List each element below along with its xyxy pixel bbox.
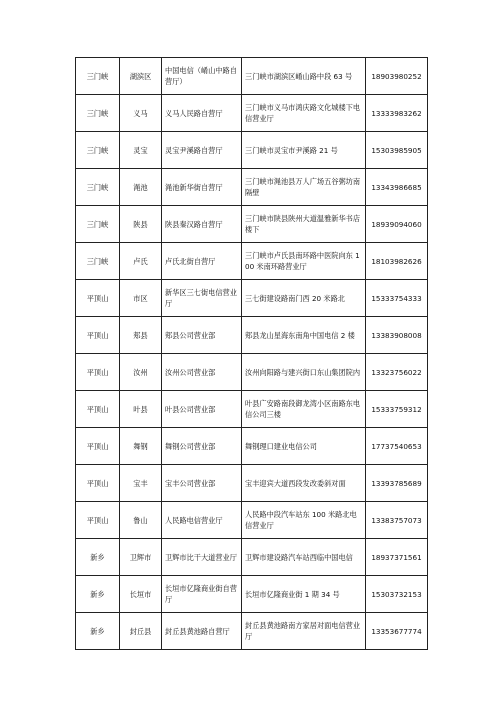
cell-address: 三门峡市义马市鸿庆路文化城楼下电信营业厅 [242,95,366,132]
cell-address: 三门峡市陕县陕州大道温雅新华书店楼下 [242,206,366,243]
cell-phone: 17737540653 [366,428,428,465]
cell-phone: 15303732153 [366,576,428,613]
cell-district: 市区 [120,280,162,317]
cell-hall-name: 长垣市亿隆商业街自营厅 [162,576,242,613]
cell-hall-name: 陕县秦汉路自营厅 [162,206,242,243]
cell-city: 平顶山 [76,428,120,465]
cell-address: 封丘县黄池路南方家居对面电信营业厅 [242,613,366,650]
cell-city: 三门峡 [76,243,120,280]
cell-address: 舞钢理口建业电信公司 [242,428,366,465]
table-row [76,502,428,539]
cell-city: 新乡 [76,613,120,650]
cell-city: 平顶山 [76,354,120,391]
cell-address: 三门峡市卢氏县南环路中医院向东 100 米南环路营业厅 [242,243,366,280]
table-row [76,317,428,354]
cell-phone: 13353677774 [366,613,428,650]
table-body [76,58,428,650]
cell-city: 三门峡 [76,58,120,95]
table-row [76,613,428,650]
cell-phone: 13393785689 [366,465,428,502]
cell-hall-name: 灵宝尹溪路自营厅 [162,132,242,169]
cell-district: 灵宝 [120,132,162,169]
cell-address: 长垣市亿隆商业街 1 期 34 号 [242,576,366,613]
cell-hall-name: 叶县公司营业部 [162,391,242,428]
cell-address: 汝州向阳路与建兴街口东山集团院内 [242,354,366,391]
table-row [76,539,428,576]
table-row [76,391,428,428]
table-row [76,132,428,169]
cell-phone: 13333983262 [366,95,428,132]
cell-hall-name: 汝州公司营业部 [162,354,242,391]
cell-city: 三门峡 [76,169,120,206]
cell-address: 郏县龙山星海东南角中国电信 2 楼 [242,317,366,354]
cell-district: 义马 [120,95,162,132]
cell-phone: 18937371561 [366,539,428,576]
cell-district: 渑池 [120,169,162,206]
cell-district: 汝州 [120,354,162,391]
cell-phone: 18903980252 [366,58,428,95]
cell-district: 长垣市 [120,576,162,613]
cell-phone: 13383757073 [366,502,428,539]
cell-district: 卢氏 [120,243,162,280]
cell-hall-name: 义马人民路自营厅 [162,95,242,132]
cell-hall-name: 卫辉市比干大道营业厅 [162,539,242,576]
cell-city: 三门峡 [76,95,120,132]
cell-district: 陕县 [120,206,162,243]
cell-district: 鲁山 [120,502,162,539]
cell-phone: 15333759312 [366,391,428,428]
cell-district: 湖滨区 [120,58,162,95]
table-row [76,95,428,132]
cell-address: 叶县广安路南段御龙湾小区南路东电信公司三楼 [242,391,366,428]
cell-hall-name: 渑池新华街自营厅 [162,169,242,206]
cell-hall-name: 舞钢公司营业部 [162,428,242,465]
cell-district: 叶县 [120,391,162,428]
cell-city: 三门峡 [76,132,120,169]
table-row [76,280,428,317]
table-row [76,58,428,95]
table-row [76,576,428,613]
cell-city: 新乡 [76,539,120,576]
cell-city: 平顶山 [76,391,120,428]
cell-city: 平顶山 [76,280,120,317]
cell-district: 宝丰 [120,465,162,502]
service-hall-table [75,57,428,650]
cell-district: 舞钢 [120,428,162,465]
cell-phone: 13383908008 [366,317,428,354]
table-row [76,465,428,502]
cell-hall-name: 中国电信（崤山中路自营厅） [162,58,242,95]
cell-address: 三七街建设路南门西 20 米路北 [242,280,366,317]
cell-phone: 18103982626 [366,243,428,280]
cell-city: 平顶山 [76,502,120,539]
cell-district: 封丘县 [120,613,162,650]
cell-phone: 13343986685 [366,169,428,206]
table-row [76,354,428,391]
cell-city: 三门峡 [76,206,120,243]
table-row [76,206,428,243]
cell-phone: 18939094060 [366,206,428,243]
table-row [76,169,428,206]
cell-district: 郏县 [120,317,162,354]
cell-hall-name: 新华区三七街电信营业厅 [162,280,242,317]
cell-address: 宝丰迎宾大道西段发改委斜对面 [242,465,366,502]
cell-phone: 15303985905 [366,132,428,169]
cell-city: 新乡 [76,576,120,613]
cell-address: 三门峡市湖滨区崤山路中段 63 号 [242,58,366,95]
cell-address: 三门峡市灵宝市尹溪路 21 号 [242,132,366,169]
cell-address: 三门峡市渑池县万人广场五谷粥坊南隔壁 [242,169,366,206]
cell-city: 平顶山 [76,317,120,354]
cell-hall-name: 人民路电信营业厅 [162,502,242,539]
cell-hall-name: 卢氏北街自营厅 [162,243,242,280]
cell-address: 卫辉市建设路汽车站西临中国电信 [242,539,366,576]
cell-district: 卫辉市 [120,539,162,576]
cell-hall-name: 宝丰公司营业部 [162,465,242,502]
cell-phone: 15333754333 [366,280,428,317]
table-row [76,428,428,465]
cell-hall-name: 郏县公司营业部 [162,317,242,354]
cell-city: 平顶山 [76,465,120,502]
cell-phone: 13323756022 [366,354,428,391]
cell-address: 人民路中段汽车站东 100 米路北电信营业厅 [242,502,366,539]
cell-hall-name: 封丘县黄池路自营厅 [162,613,242,650]
table-row [76,243,428,280]
